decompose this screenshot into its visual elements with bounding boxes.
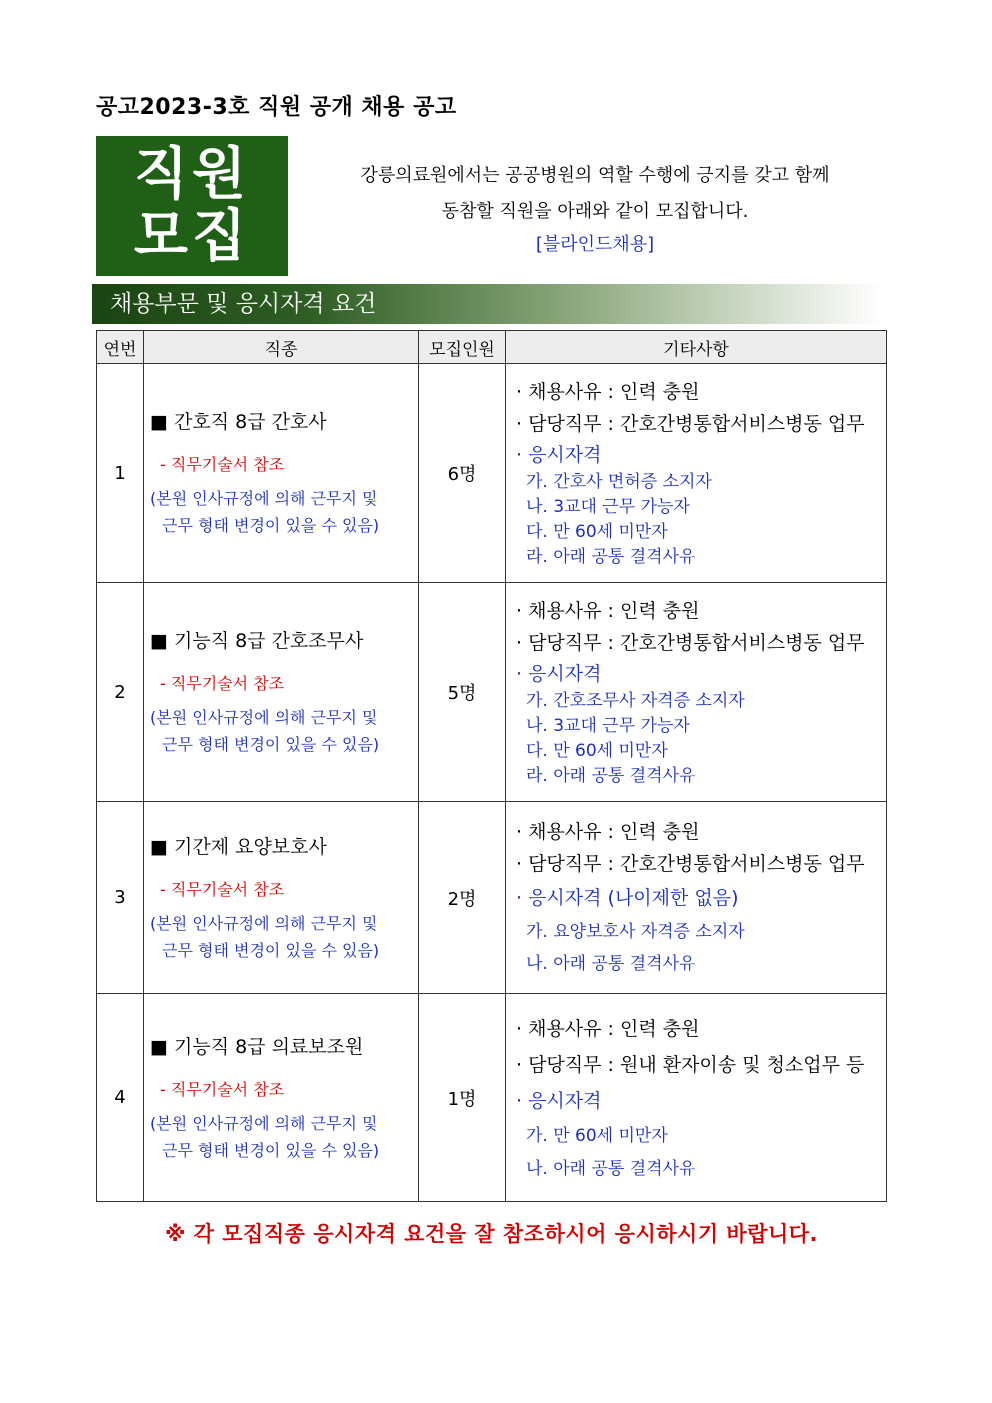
header-no: 연번 bbox=[97, 331, 144, 364]
banner-line-1: 직원 bbox=[133, 142, 251, 207]
headcount: 1명 bbox=[419, 994, 506, 1202]
details-cell bbox=[506, 994, 887, 1202]
duty: · 담당직무 : 원내 환자이송 및 청소업무 등 bbox=[516, 1053, 865, 1076]
job-cell bbox=[144, 583, 419, 802]
qualification-heading: · 응시자격 bbox=[516, 663, 602, 685]
job-note-line-1: (본원 인사규정에 의해 근무지 및 bbox=[150, 913, 378, 933]
qualification-item: 가. 간호조무사 자격증 소지자 bbox=[526, 691, 745, 711]
qualification-item: 라. 아래 공통 결격사유 bbox=[526, 766, 696, 786]
job-cell bbox=[144, 994, 419, 1202]
header-job: 직종 bbox=[144, 331, 419, 364]
headcount: 2명 bbox=[419, 802, 506, 994]
section-heading: 채용부문 및 응시자격 요건 bbox=[92, 284, 882, 324]
job-title: ■ 기능직 8급 간호조무사 bbox=[150, 630, 364, 652]
details-cell bbox=[506, 364, 887, 583]
qualification-item: 가. 간호사 면허증 소지자 bbox=[526, 472, 712, 492]
qualification-item: 나. 3교대 근무 가능자 bbox=[526, 716, 690, 736]
job-cell bbox=[144, 364, 419, 583]
qualification-heading: · 응시자격 (나이제한 없음) bbox=[516, 886, 739, 909]
job-title: ■ 기능직 8급 의료보조원 bbox=[150, 1035, 364, 1058]
job-note-line-1: (본원 인사규정에 의해 근무지 및 bbox=[150, 1113, 378, 1133]
job-note-line-2: 근무 형태 변경이 있을 수 있음) bbox=[162, 940, 380, 960]
table-row bbox=[97, 994, 887, 1202]
details-cell bbox=[506, 802, 887, 994]
recruitment-table bbox=[96, 330, 887, 1202]
job-description-ref: - 직무기술서 참조 bbox=[160, 1079, 285, 1099]
qualification-item: 가. 만 60세 미만자 bbox=[526, 1125, 668, 1146]
header-count: 모집인원 bbox=[419, 331, 506, 364]
job-title: ■ 간호직 8급 간호사 bbox=[150, 411, 327, 433]
job-note-line-1: (본원 인사규정에 의해 근무지 및 bbox=[150, 708, 378, 727]
duty: · 담당직무 : 간호간병통합서비스병동 업무 bbox=[516, 852, 865, 875]
job-cell bbox=[144, 802, 419, 994]
job-note-line-1: (본원 인사규정에 의해 근무지 및 bbox=[150, 489, 378, 508]
job-description-ref: - 직무기술서 참조 bbox=[160, 879, 285, 899]
hire-reason: · 채용사유 : 인력 충원 bbox=[516, 1017, 700, 1040]
footer-notice: ※ 각 모집직종 응시자격 요건을 잘 참조하시어 응시하시기 바랍니다. bbox=[164, 1222, 819, 1246]
table-row bbox=[97, 583, 887, 802]
qualification-heading: · 응시자격 bbox=[516, 1089, 602, 1112]
job-note-line-2: 근무 형태 변경이 있을 수 있음) bbox=[162, 1140, 380, 1160]
qualification-item: 나. 아래 공통 결격사유 bbox=[526, 953, 696, 974]
hire-reason: · 채용사유 : 인력 충원 bbox=[516, 381, 700, 403]
recruit-banner-logo bbox=[96, 136, 288, 276]
job-note bbox=[150, 485, 418, 539]
job-note-line-2: 근무 형태 변경이 있을 수 있음) bbox=[162, 735, 380, 754]
hire-reason: · 채용사유 : 인력 충원 bbox=[516, 820, 700, 843]
row-number: 3 bbox=[97, 802, 144, 994]
job-note bbox=[150, 1110, 418, 1164]
table-header-row bbox=[97, 331, 887, 364]
row-number: 4 bbox=[97, 994, 144, 1202]
job-note-line-2: 근무 형태 변경이 있을 수 있음) bbox=[162, 516, 380, 535]
hire-reason: · 채용사유 : 인력 충원 bbox=[516, 600, 700, 622]
intro-line-1: 강릉의료원에서는 공공병원의 역할 수행에 긍지를 갖고 함께 bbox=[360, 165, 830, 186]
job-description-ref: - 직무기술서 참조 bbox=[160, 674, 285, 693]
header-etc: 기타사항 bbox=[506, 331, 887, 364]
intro-text bbox=[300, 158, 890, 260]
job-note bbox=[150, 910, 418, 964]
row-number: 1 bbox=[97, 364, 144, 583]
row-number: 2 bbox=[97, 583, 144, 802]
qualification-item: 가. 요양보호사 자격증 소지자 bbox=[526, 921, 745, 942]
headcount: 6명 bbox=[419, 364, 506, 583]
qualification-item: 다. 만 60세 미만자 bbox=[526, 522, 668, 542]
banner-line-2: 모집 bbox=[133, 204, 251, 269]
job-note bbox=[150, 704, 418, 758]
headcount: 5명 bbox=[419, 583, 506, 802]
qualification-item: 나. 3교대 근무 가능자 bbox=[526, 497, 690, 517]
duty: · 담당직무 : 간호간병통합서비스병동 업무 bbox=[516, 632, 865, 654]
intro-line-2: 동참할 직원을 아래와 같이 모집합니다. bbox=[441, 201, 749, 222]
qualification-heading: · 응시자격 bbox=[516, 444, 602, 466]
qualification-item: 나. 아래 공통 결격사유 bbox=[526, 1158, 696, 1179]
details-cell bbox=[506, 583, 887, 802]
duty: · 담당직무 : 간호간병통합서비스병동 업무 bbox=[516, 413, 865, 435]
job-description-ref: - 직무기술서 참조 bbox=[160, 455, 285, 474]
qualification-item: 라. 아래 공통 결격사유 bbox=[526, 547, 696, 567]
blind-recruit-tag: [블라인드채용] bbox=[535, 234, 655, 255]
qualification-item: 다. 만 60세 미만자 bbox=[526, 741, 668, 761]
table-row bbox=[97, 802, 887, 994]
job-title: ■ 기간제 요양보호사 bbox=[150, 835, 327, 858]
page-title: 공고2023-3호 직원 공개 채용 공고 bbox=[96, 95, 457, 120]
table-row bbox=[97, 364, 887, 583]
